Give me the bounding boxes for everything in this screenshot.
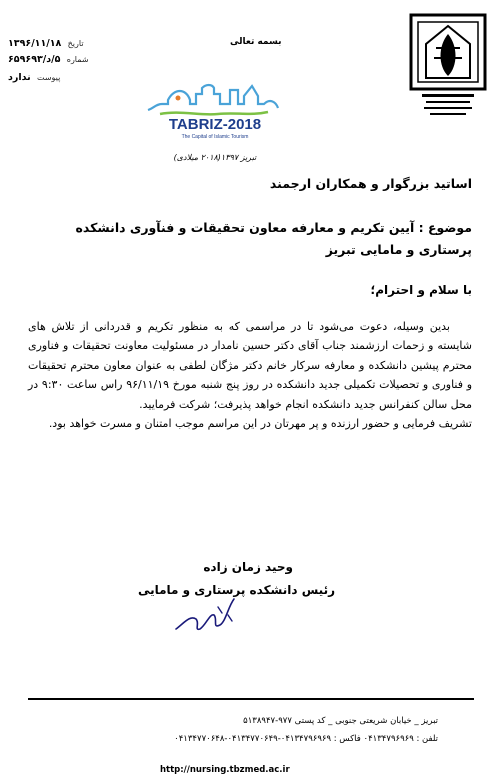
bismillah-heading: بسمه تعالی — [230, 37, 282, 47]
recipients-line: اساتید بزرگوار و همکاران ارجمند — [269, 176, 472, 191]
footer-phones: تلفن : ۰۴۱۳۴۷۹۶۹۶۹ فاکس : ۰۴۱۳۴۷۹۶۹۶۹-۰۴۱۳۴۷۷۰۶۴۹-۰۴۱۳۴۷۷۰۶۴۸ — [174, 734, 438, 744]
tabriz-logo-caption: تبریز ۱۳۹۷(۲۰۱۸ میلادی) — [173, 153, 257, 162]
tabriz-logo-title: TABRIZ-2018 — [168, 116, 262, 133]
signer-name: وحید زمان زاده — [203, 560, 293, 574]
footer-website-link[interactable]: http://nursing.tbzmed.ac.ir — [160, 765, 290, 775]
body-paragraph-2: تشریف فرمایی و حضور ارزنده و پر مهرتان در این مراسم موجب امتنان و مسرت خواهد بود. — [48, 417, 472, 431]
letter-body — [28, 317, 472, 433]
tabriz-2018-logo — [140, 74, 290, 170]
date-label: تاریخ — [67, 39, 84, 48]
handwritten-signature — [170, 585, 250, 640]
signer-title: رئیس دانشکده پرستاری و مامایی — [137, 583, 335, 597]
subject-line: موضوع : آیین تکریم و معارفه معاون تحقیقات و فنآوری دانشکده پرستاری و مامایی تبریز — [75, 220, 472, 257]
greeting-line: با سلام و احترام؛ — [370, 283, 472, 297]
attachment-value: ندارد — [8, 72, 31, 83]
footer-address: تبریز _ خیابان شریعتی جنوبی _ کد پستی ۹۷۷-۵۱۳۸۹۴۷ — [243, 716, 438, 726]
number-field — [8, 54, 89, 65]
body-paragraph-1: بدین وسیله، دعوت می‌شود تا در مراسمی که به منظور تکریم و قدردانی از تلاش های شایسته و زحمات ارزشمند جناب آقای دکتر حسین نامدار در مسئولیت معاونت تحقیقات و فناوری محترم پیشین دانشکده و معارفه سرکار خانم دکتر مژگان لطفی به عنوان معاون محترم تحقیقات و فناوری و تحصیلات تکمیلی جدید دانشکده در روز پنج شنبه مورخ ۹۶/۱۱/۱۹ راس ساعت ۹:۳۰ در محل سالن کنفرانس جدید دانشکده انجام خواهد پذیرفت؛ شرکت فرمایید. — [28, 320, 473, 411]
date-field — [8, 38, 84, 49]
tabriz-logo-subtitle: The Capital of Islamic Tourism — [181, 134, 249, 140]
date-value: ۱۳۹۶/۱۱/۱۸ — [8, 38, 62, 49]
university-emblem-logo — [408, 12, 488, 132]
number-value: ۵/د/۶۵۹۶۹۳ — [8, 54, 61, 65]
attachment-field — [8, 72, 60, 83]
attachment-label: پیوست — [36, 73, 61, 82]
footer-divider — [28, 698, 474, 700]
number-label: شماره — [66, 55, 89, 64]
